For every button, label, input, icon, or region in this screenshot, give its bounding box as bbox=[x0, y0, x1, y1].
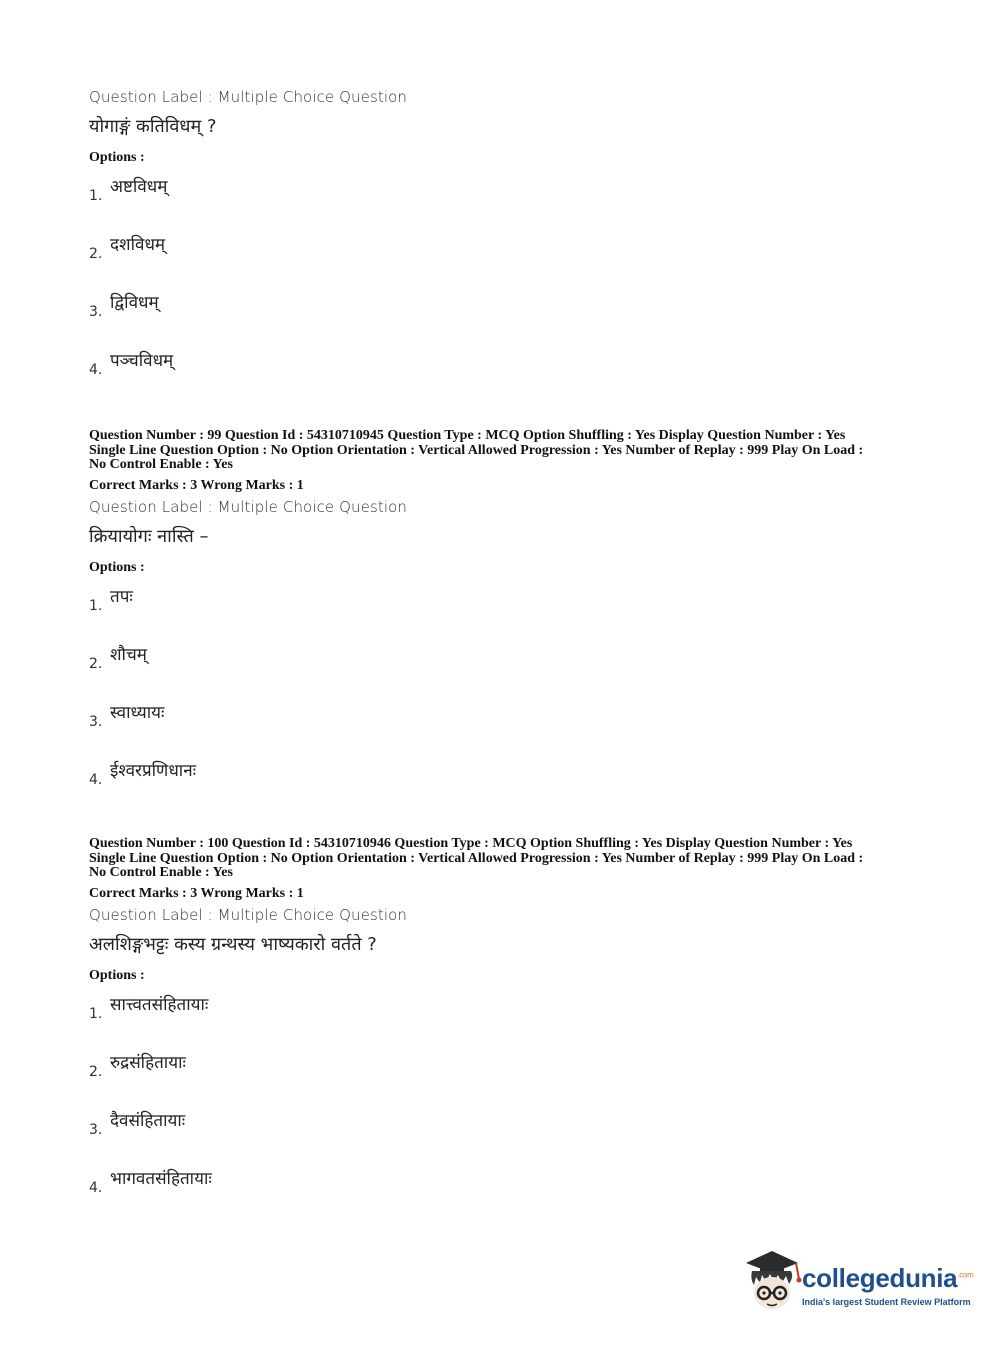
option-number: 3. bbox=[89, 713, 103, 730]
question-meta bbox=[89, 837, 929, 881]
option-number: 3. bbox=[89, 304, 103, 320]
option-number: 4. bbox=[89, 771, 103, 788]
question-text: क्रियायोगः नास्ति – bbox=[89, 525, 209, 547]
meta-line: No Control Enable : Yes bbox=[89, 457, 233, 472]
option-text: तपः bbox=[110, 586, 133, 607]
option-1 bbox=[89, 174, 929, 232]
options-heading: Options : bbox=[89, 150, 145, 165]
option-text: दशविधम् bbox=[110, 235, 166, 255]
question-100 bbox=[89, 837, 929, 1224]
option-number: 4. bbox=[89, 1179, 103, 1196]
options-heading: Options : bbox=[89, 967, 145, 983]
option-text: स्वाध्यायः bbox=[110, 702, 165, 723]
question-meta bbox=[89, 429, 929, 473]
meta-line: Question Number : 100 Question Id : 54310710946 Question Type : MCQ Option Shuffling : Yes Display Question Number : Yes bbox=[89, 836, 853, 851]
question-label: Question Label : Multiple Choice Question bbox=[89, 905, 408, 924]
meta-line: Single Line Question Option : No Option Orientation : Vertical Allowed Progression : Yes Number of Replay : 999 Play On Load : bbox=[89, 442, 864, 458]
option-number: 1. bbox=[89, 597, 103, 614]
option-number: 4. bbox=[89, 362, 103, 378]
option-number: 2. bbox=[89, 1063, 103, 1080]
option-3 bbox=[89, 700, 929, 758]
option-2 bbox=[89, 642, 929, 700]
collegedunia-logo bbox=[742, 1249, 972, 1313]
question-label: Question Label : Multiple Choice Question bbox=[89, 497, 408, 516]
option-number: 1. bbox=[89, 188, 103, 204]
option-3 bbox=[89, 1108, 929, 1166]
option-text: दैवसंहितायाः bbox=[110, 1110, 186, 1131]
options-heading: Options : bbox=[89, 559, 145, 575]
option-3 bbox=[89, 290, 929, 348]
option-number: 2. bbox=[89, 246, 103, 262]
logo-suffix: .com bbox=[957, 1270, 974, 1280]
options-list bbox=[89, 584, 929, 816]
option-text: पञ्चविधम् bbox=[110, 351, 174, 371]
question-text: अलशिङ्गभट्टः कस्य ग्रन्थस्य भाष्यकारो वर्तते ? bbox=[89, 933, 377, 955]
option-text: ईश्वरप्रणिधानः bbox=[110, 760, 197, 781]
option-1 bbox=[89, 992, 929, 1050]
logo-wordmark bbox=[802, 1263, 973, 1294]
meta-line: Question Number : 99 Question Id : 54310710945 Question Type : MCQ Option Shuffling : Yes Display Question Number : Yes bbox=[89, 428, 846, 443]
mascot-icon bbox=[742, 1249, 802, 1313]
option-text: भागवतसंहितायाः bbox=[110, 1168, 212, 1189]
options-list bbox=[89, 174, 929, 406]
option-text: रुद्रसंहितायाः bbox=[110, 1052, 186, 1073]
option-4 bbox=[89, 758, 929, 816]
option-4 bbox=[89, 1166, 929, 1224]
question-99 bbox=[89, 429, 929, 816]
option-text: अष्टविधम् bbox=[110, 177, 168, 197]
meta-line: No Control Enable : Yes bbox=[89, 865, 233, 880]
option-number: 1. bbox=[89, 1005, 103, 1022]
logo-wordmark-text: collegedunia bbox=[802, 1263, 958, 1293]
option-text: द्विविधम् bbox=[110, 293, 159, 313]
option-number: 3. bbox=[89, 1121, 103, 1138]
option-2 bbox=[89, 1050, 929, 1108]
logo-tagline: India's largest Student Review Platform bbox=[802, 1297, 971, 1307]
question-text: योगाङ्गं कतिविधम् ? bbox=[89, 116, 217, 137]
option-4 bbox=[89, 348, 929, 406]
meta-line: Single Line Question Option : No Option Orientation : Vertical Allowed Progression : Yes Number of Replay : 999 Play On Load : bbox=[89, 850, 864, 866]
option-text: सात्त्वतसंहितायाः bbox=[110, 994, 209, 1015]
option-1 bbox=[89, 584, 929, 642]
question-label: Question Label : Multiple Choice Question bbox=[89, 88, 408, 106]
question-marks: Correct Marks : 3 Wrong Marks : 1 bbox=[89, 477, 304, 493]
option-2 bbox=[89, 232, 929, 290]
option-number: 2. bbox=[89, 655, 103, 672]
option-text: शौचम् bbox=[110, 644, 147, 665]
options-list bbox=[89, 992, 929, 1224]
question-98 bbox=[89, 88, 929, 406]
question-marks: Correct Marks : 3 Wrong Marks : 1 bbox=[89, 885, 304, 901]
